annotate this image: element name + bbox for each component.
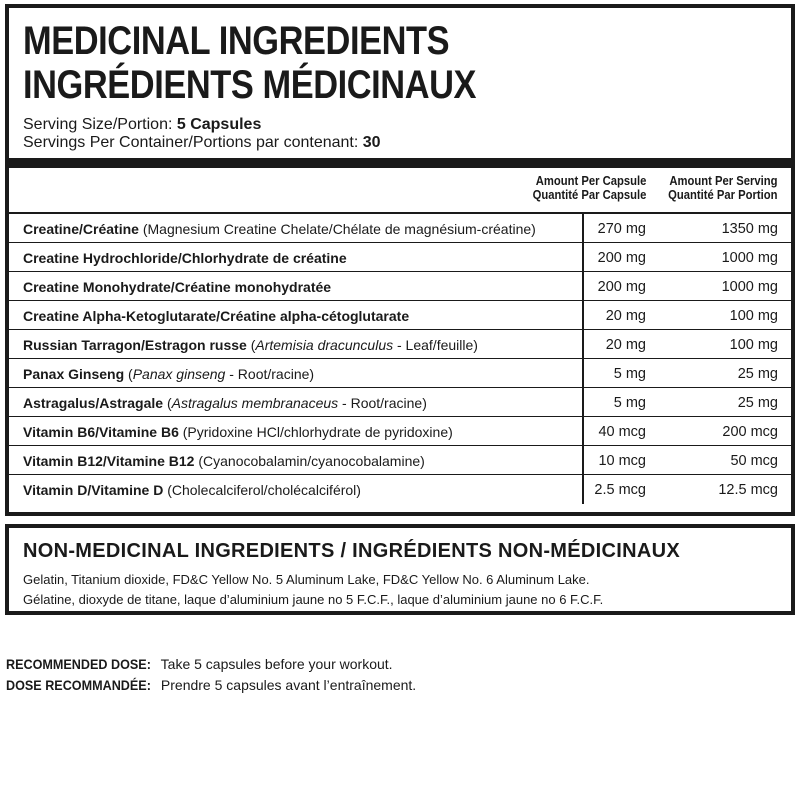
ingredient-name-cell: [23, 424, 453, 440]
servings-per-label: Servings Per Container/Portions par contenant:: [23, 134, 363, 151]
table-row: [9, 417, 791, 446]
non-medicinal-text-en: Gelatin, Titanium dioxide, FD&C Yellow No. 5 Aluminum Lake, FD&C Yellow No. 6 Aluminum Lake.: [23, 572, 590, 587]
ingredient-latin: Panax ginseng: [132, 366, 226, 382]
ingredient-detail: (: [163, 395, 172, 411]
ingredient-part: - Root/racine): [338, 395, 427, 411]
non-medicinal-text-fr: Gélatine, dioxyde de titane, laque d’aluminium jaune no 5 F.C.F., laque d’aluminium jaune no 6 F.C.F.: [23, 592, 604, 607]
column-divider: [582, 359, 584, 387]
thick-divider: [9, 158, 791, 168]
ingredient-name: Vitamin D/Vitamine D: [23, 482, 164, 498]
ingredient-latin: Astragalus membranaceus: [171, 395, 339, 411]
ingredient-name: Vitamin B6/Vitamine B6: [23, 424, 179, 440]
amount-per-serving: 25 mg: [737, 395, 778, 411]
ingredient-detail: (Cholecalciferol/cholécalciférol): [163, 482, 361, 498]
ingredient-table: [9, 214, 791, 504]
ingredient-detail: (Cyanocobalamin/cyanocobalamine): [194, 453, 425, 469]
dose-label-en: RECOMMENDED DOSE:: [6, 656, 151, 672]
table-row: [9, 475, 791, 504]
ingredient-detail: (Pyridoxine HCl/chlorhydrate de pyridoxine): [178, 424, 453, 440]
amount-per-capsule: 200 mg: [597, 279, 646, 295]
column-header-per-serving: [669, 174, 778, 202]
column-header-per-capsule: [532, 174, 646, 202]
servings-per-container: [23, 134, 381, 152]
ingredient-name: Astragalus/Astragale: [23, 395, 164, 411]
ingredient-detail: (: [246, 337, 256, 353]
table-row: [9, 446, 791, 475]
amount-per-serving: 100 mg: [729, 337, 778, 353]
ingredient-part: - Leaf/feuille): [393, 337, 478, 353]
table-row: [9, 243, 791, 272]
ingredient-name-cell: [23, 482, 361, 498]
column-divider: [582, 446, 584, 474]
column-divider: [582, 272, 584, 300]
ingredient-detail: (Magnesium Creatine Chelate/Chélate de magnésium-créatine): [138, 221, 536, 237]
amount-per-capsule: 20 mg: [605, 337, 646, 353]
ingredient-name: Creatine Alpha-Ketoglutarate/Créatine alpha-cétoglutarate: [23, 308, 410, 324]
ingredient-name: Panax Ginseng: [23, 366, 125, 382]
amount-per-serving: 1350 mg: [721, 221, 778, 237]
ingredient-name-cell: [23, 308, 409, 324]
serving-size-label: Serving Size/Portion:: [23, 116, 177, 133]
col-capsule-fr: Quantité Par Capsule: [532, 188, 646, 202]
table-row: [9, 330, 791, 359]
amount-per-serving: 12.5 mcg: [718, 482, 778, 498]
recommended-dose-fr: [6, 677, 416, 693]
ingredient-name: Vitamin B12/Vitamine B12: [23, 453, 195, 469]
ingredient-name-cell: [23, 453, 425, 469]
table-row: [9, 301, 791, 330]
ingredient-name-cell: [23, 337, 478, 353]
servings-per-value: 30: [362, 134, 381, 151]
medicinal-title-en: MEDICINAL INGREDIENTS: [23, 19, 450, 63]
ingredient-latin: Artemisia dracunculus: [255, 337, 394, 353]
dose-label-fr: DOSE RECOMMANDÉE:: [6, 677, 151, 693]
ingredient-name-cell: [23, 221, 536, 237]
medicinal-title-fr: INGRÉDIENTS MÉDICINAUX: [23, 63, 477, 107]
amount-per-capsule: 40 mcg: [598, 424, 646, 440]
column-divider: [582, 330, 584, 358]
col-capsule-en: Amount Per Capsule: [535, 174, 646, 188]
column-divider: [582, 214, 584, 242]
ingredient-name: Russian Tarragon/Estragon russe: [23, 337, 247, 353]
amount-per-capsule: 270 mg: [597, 221, 646, 237]
dose-text-fr: Prendre 5 capsules avant l’entraînement.: [157, 677, 417, 693]
column-divider: [582, 475, 584, 504]
ingredient-name-cell: [23, 366, 314, 382]
non-medicinal-title: NON-MEDICINAL INGREDIENTS / INGRÉDIENTS NON-MÉDICINAUX: [23, 540, 680, 562]
ingredient-name: Creatine/Créatine: [23, 221, 139, 237]
ingredient-name: Creatine Monohydrate/Créatine monohydratée: [23, 279, 332, 295]
table-row: [9, 214, 791, 243]
table-row: [9, 359, 791, 388]
amount-per-serving: 100 mg: [729, 308, 778, 324]
ingredient-name-cell: [23, 250, 347, 266]
column-divider: [582, 301, 584, 329]
ingredient-detail: (: [124, 366, 133, 382]
non-medicinal-ingredients-panel: [5, 524, 795, 615]
column-divider: [582, 388, 584, 416]
amount-per-capsule: 5 mg: [613, 366, 646, 382]
amount-per-capsule: 20 mg: [605, 308, 646, 324]
ingredient-name-cell: [23, 279, 331, 295]
table-row: [9, 388, 791, 417]
dose-text-en: Take 5 capsules before your workout.: [157, 656, 393, 672]
col-serving-en: Amount Per Serving: [669, 174, 778, 188]
amount-per-capsule: 10 mcg: [598, 453, 646, 469]
col-serving-fr: Quantité Par Portion: [668, 188, 778, 202]
amount-per-serving: 1000 mg: [721, 250, 778, 266]
medicinal-ingredients-panel: [5, 4, 795, 516]
column-divider: [582, 243, 584, 271]
ingredient-name: Creatine Hydrochloride/Chlorhydrate de créatine: [23, 250, 347, 266]
serving-size: [23, 116, 261, 134]
amount-per-serving: 200 mcg: [722, 424, 778, 440]
serving-size-value: 5 Capsules: [176, 116, 262, 133]
table-row: [9, 272, 791, 301]
amount-per-serving: 1000 mg: [721, 279, 778, 295]
amount-per-capsule: 2.5 mcg: [594, 482, 646, 498]
amount-per-serving: 25 mg: [737, 366, 778, 382]
recommended-dose-en: [6, 656, 393, 672]
ingredient-part: - Root/racine): [225, 366, 315, 382]
amount-per-capsule: 200 mg: [597, 250, 646, 266]
ingredient-name-cell: [23, 395, 427, 411]
amount-per-capsule: 5 mg: [613, 395, 646, 411]
column-divider: [582, 417, 584, 445]
amount-per-serving: 50 mcg: [730, 453, 778, 469]
